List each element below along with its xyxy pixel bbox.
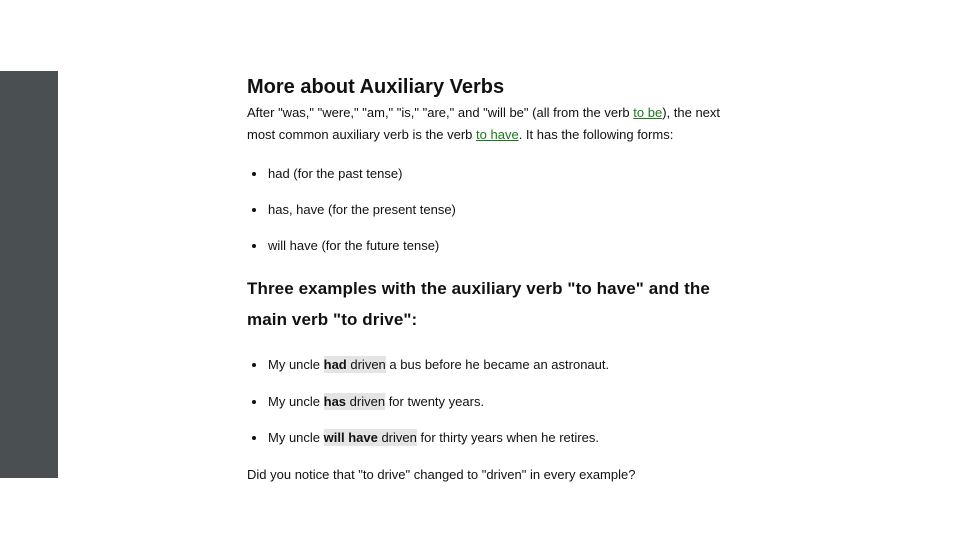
examples-heading: Three examples with the auxiliary verb "to have" and the main verb "to drive":: [247, 279, 710, 329]
list-item: • had (for the past tense): [267, 165, 747, 183]
intro-text-3: . It has the following forms:: [518, 127, 674, 142]
page-title: More about Auxiliary Verbs: [247, 76, 505, 98]
intro-text-2: ), the next most common auxiliary verb is the verb: [247, 105, 721, 142]
example-text-after: for thirty years when he retires.: [416, 430, 599, 445]
list-item: • has, have (for the present tense): [267, 201, 747, 219]
example-text-before: My uncle: [268, 430, 324, 445]
intro-text-1: After "was," "were," "am," "is," "are," and "will be" (all from the verb: [247, 105, 634, 120]
main-verb: driven: [377, 430, 417, 445]
highlighted-verb-phrase: [324, 393, 385, 410]
auxiliary-verb: had: [323, 357, 347, 372]
article-content: [247, 72, 747, 486]
example-text-after: a bus before he became an astronaut.: [385, 357, 610, 372]
auxiliary-verb: will have: [323, 430, 378, 445]
closing-question: Did you notice that "to drive" changed to "driven" in every example?: [247, 467, 636, 482]
main-verb: driven: [346, 357, 386, 372]
highlighted-verb-phrase: [324, 356, 386, 373]
example-text-before: My uncle: [268, 357, 324, 372]
example-text-before: My uncle: [268, 393, 324, 409]
list-item: [267, 356, 747, 374]
highlighted-verb-phrase: [324, 429, 417, 446]
intro-paragraph: [247, 102, 747, 146]
to-be-link[interactable]: to be: [633, 105, 663, 120]
example-text-after: for twenty years.: [385, 393, 485, 409]
list-item: • will have (for the future tense): [267, 237, 747, 255]
auxiliary-verb: has: [323, 393, 347, 409]
left-sidebar-bar: [0, 71, 58, 478]
main-verb: driven: [346, 393, 386, 409]
verb-forms-list: [247, 165, 747, 255]
examples-list: [247, 356, 747, 447]
list-item: [267, 429, 747, 447]
to-have-link[interactable]: to have: [476, 127, 519, 142]
list-item: [267, 393, 747, 411]
